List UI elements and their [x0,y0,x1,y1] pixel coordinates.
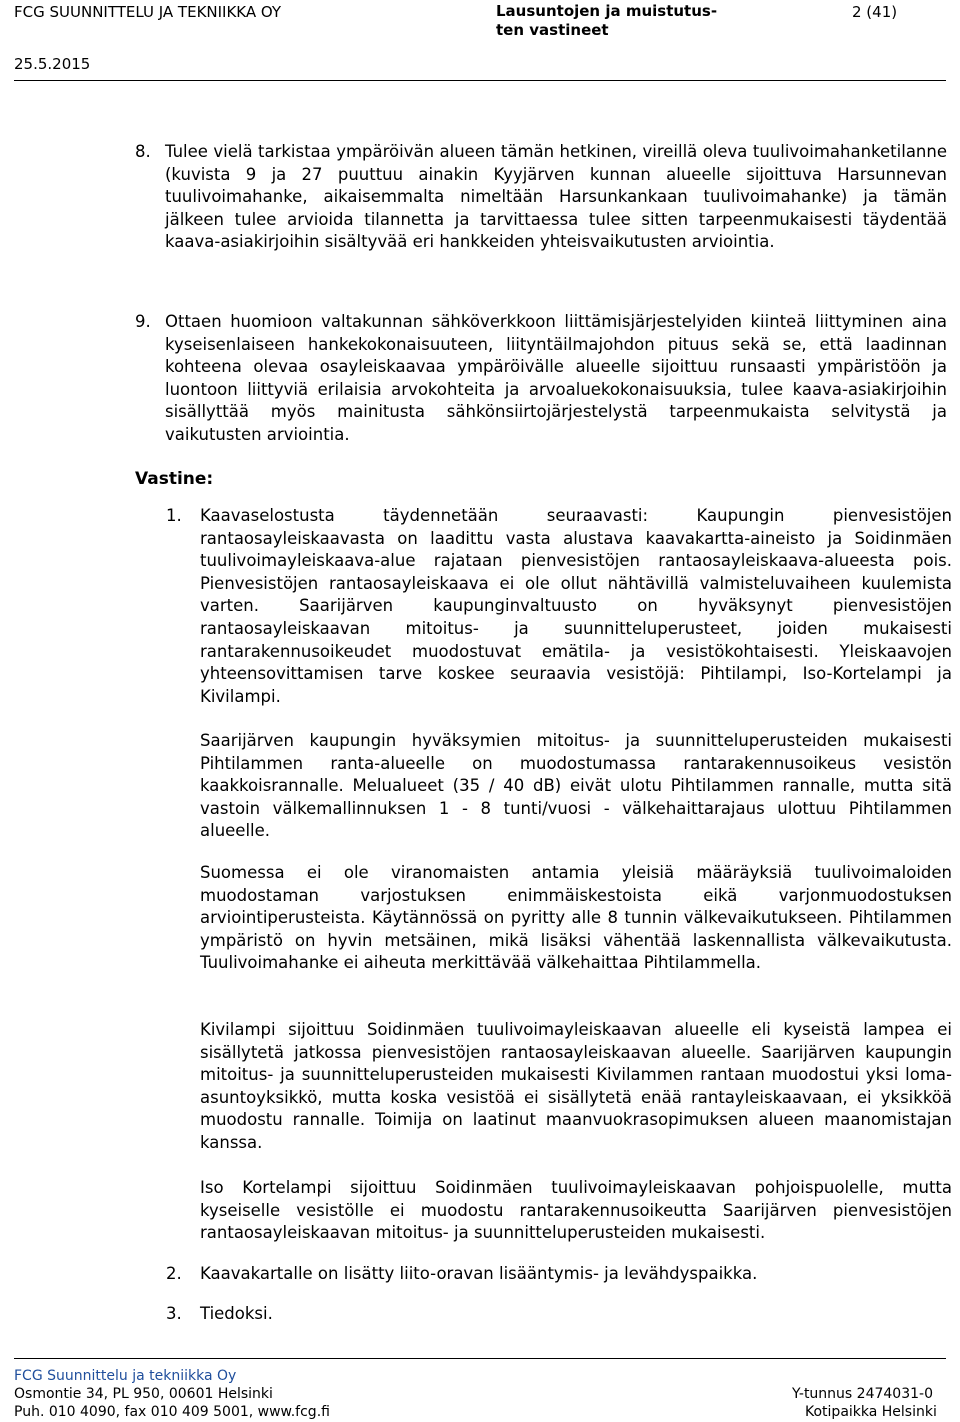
comment-item-text: Tulee vielä tarkistaa ympäröivän alueen tämän hetkinen, vireillä oleva tuulivoimahanketilanne (kuvista 9 ja 27 puuttuu ainakin Kyyjärven kunnan alueelle sijoittuva Harsunnevan tuulivoimahanke, aikaisemmalta nimeltään Harsunkankaan tuulivoimahanke) ja tämän jälkeen tulee arvioida tilannetta ja tarvittaessa tulee sitten tarpeenmukaisesti täydentää kaava-asiakirjoihin sisältyvää eri hankkeiden yhteisvaikutusten arviointia. [165,142,947,252]
header-page-number: 2 (41) [852,3,898,21]
response-paragraph: Kivilampi sijoittuu Soidinmäen tuulivoimayleiskaavan alueelle eli kyseistä lampea ei sisällytetä jatkossa pienvesistöjen rantaosayleiskaavan alueelle. Saarijärven kaupungin mitoitus- ja suunnitteluperusteiden mukaisesti Kivilammen rantaan muodostui yksi loma-asuntoyksikkö, mutta koska vesistöä ei sisällytetä enää rantayleiskaavaan, ei yksikköä muodostu rannalle. Toimija on laatinut maanvuokrasopimuksen alueen maanomistajan kanssa. [200,1020,952,1152]
comment-item-number: 8. [135,142,151,161]
header-title-line-1: Lausuntojen ja muistutus- [496,2,718,20]
response-paragraph: Suomessa ei ole viranomaisten antamia yleisiä määräyksiä tuulivoimaloiden muodostaman varjostuksen enimmäiskestoista eikä varjonmuodostuksen arviointiperusteista. Käytännössä on pyritty alle 8 tunnin välkevaikutukseen. Pihtilammen ympäristö on hyvin metsäinen, mikä lisäksi vähentää laskennallista välkevaikutusta. Tuulivoimahanke ei aiheuta merkittävää välkehaittaa Pihtilammella. [200,863,952,973]
response-paragraph: Iso Kortelampi sijoittuu Soidinmäen tuulivoimayleiskaavan pohjoispuolelle, mutta kyseiselle vesistölle ei muodostu rantarakennusoikeutta Saarijärven pienvesistöjen rantaosayleiskaavan mitoitus- ja suunnitteluperusteiden mukaisesti. [200,1178,952,1243]
footer-company: FCG Suunnittelu ja tekniikka Oy [14,1368,237,1384]
footer-divider [14,1358,946,1359]
footer-address: Osmontie 34, PL 950, 00601 Helsinki [14,1386,273,1402]
header-date: 25.5.2015 [14,55,91,73]
footer-contact: Puh. 010 4090, fax 010 409 5001, www.fcg.fi [14,1404,330,1420]
footer-domicile: Kotipaikka Helsinki [805,1404,937,1420]
response-item-number: 1. [166,506,182,525]
response-paragraph: Saarijärven kaupungin hyväksymien mitoitus- ja suunnitteluperusteiden mukaisesti Pihtilammen ranta-alueelle on muodostumassa rantarakennusoikeus vesistön kaakkoisrannalle. Melualueet (35 / 40 dB) eivät ulotu Pihtilammen rannalle, mutta sitä vastoin välkemallinnuksen 1 - 8 tunti/vuosi - välkehaittarajaus ulottuu Pihtilammen alueelle. [200,731,952,841]
comment-item-text: Ottaen huomioon valtakunnan sähköverkkoon liittämisjärjestelyiden kiinteä liittyminen aina kyseisenlaiseen hankekokonaisuuteen, liityntäilmajohdon pituus sekä se, että laadinnan kohteena olevaa osayleiskaavaa ympäröivälle alueelle sijoittuu runsaasti ympäristöön ja luontoon liittyviä erilaisia arvokohteita ja arvoaluekokonaisuuksia, tulee kaava-asiakirjoihin sisällyttää myös mainitusta sähkönsiirtojärjestelystä tarpeenmukaista selvitystä ja vaikutusten arviointia. [165,312,947,444]
response-paragraph: Tiedoksi. [200,1304,273,1323]
response-paragraph: Kaavaselostusta täydennetään seuraavasti: Kaupungin pienvesistöjen rantaosayleiskaavasta on laadittu vasta alustava kaavakartta-aineisto ja Soidinmäen tuulivoimayleiskaava-alue rajataan pienvesistöjen rantaosayleiskaava-alueesta pois. Pienvesistöjen rantaosayleiskaava ei ole ollut nähtävillä valmisteluvaiheen kuulemista varten. Saarijärven kaupunginvaltuusto on hyväksynyt pienvesistöjen rantaosayleiskaavan mitoitus- ja suunnitteluperusteet, joiden mukaisesti rantarakennusoikeudet muodostuvat emätila- ja vesistökohtaisesti. Yleiskaavojen yhteensovittamisen tarve koskee seuraavia vesistöjä: Pihtilampi, Iso-Kortelampi ja Kivilampi. [200,506,952,706]
response-item-number: 2. [166,1264,182,1283]
response-item-3 [166,1303,952,1326]
response-item-2 [166,1263,952,1286]
response-heading: Vastine: [135,469,214,489]
response-item-1-paragraph-4 [166,1019,952,1155]
response-item-1-paragraph-5 [166,1177,952,1245]
comment-item-number: 9. [135,312,151,331]
response-item-1-paragraph-2 [166,730,952,843]
comment-item-9 [135,311,947,447]
response-paragraph: Kaavakartalle on lisätty liito-oravan lisääntymis- ja levähdyspaikka. [200,1264,758,1283]
header-title-line-2: ten vastineet [496,21,609,39]
header-document-title [496,2,717,40]
header-divider [14,80,946,81]
response-item-1-paragraph-3 [166,862,952,975]
comment-item-8 [135,141,947,254]
response-item-1 [166,505,952,708]
header-company: FCG SUUNNITTELU JA TEKNIIKKA OY [14,3,282,21]
response-item-number: 3. [166,1304,182,1323]
footer-business-id: Y-tunnus 2474031-0 [792,1386,933,1402]
